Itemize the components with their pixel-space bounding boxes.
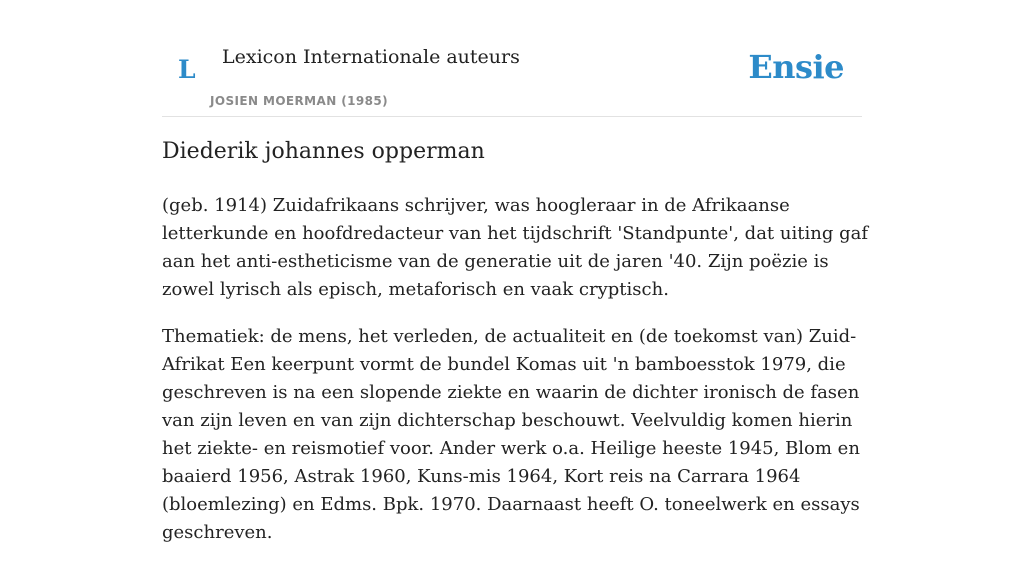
source-title[interactable]: Lexicon Internationale auteurs <box>222 46 520 68</box>
source-logo[interactable]: L <box>178 55 196 84</box>
article-title: Diederik johannes opperman <box>162 139 485 164</box>
author-credit: JOSIEN MOERMAN (1985) <box>210 94 388 108</box>
article-body <box>162 192 868 566</box>
header <box>162 0 862 117</box>
brand-logo[interactable]: Ensie <box>748 48 844 86</box>
article-paragraph: Thematiek: de mens, het verleden, de actualiteit en (de toekomst van) Zuid-Afrikat Een keerpunt vormt de bundel Komas uit 'n bamboesstok 1979, die geschreven is na een slopende ziekte en waarin de dichter ironisch de fasen van zijn leven en van zijn dichterschap beschouwt. Veelvuldig komen hierin het ziekte- en reismotief voor. Ander werk o.a. Heilige heeste 1945, Blom en baaierd 1956, Astrak 1960, Kuns-mis 1964, Kort reis na Carrara 1964 (bloemlezing) en Edms. Bpk. 1970. Daarnaast heeft O. toneelwerk en essays geschreven. <box>162 326 860 543</box>
article-paragraph: (geb. 1914) Zuidafrikaans schrijver, was hoogleraar in de Afrikaanse letterkunde en hoofdredacteur van het tijdschrift 'Standpunte', dat uiting gaf aan het anti-estheticisme van de generatie uit de jaren '40. Zijn poëzie is zowel lyrisch als episch, metaforisch en vaak cryptisch. <box>162 195 868 300</box>
